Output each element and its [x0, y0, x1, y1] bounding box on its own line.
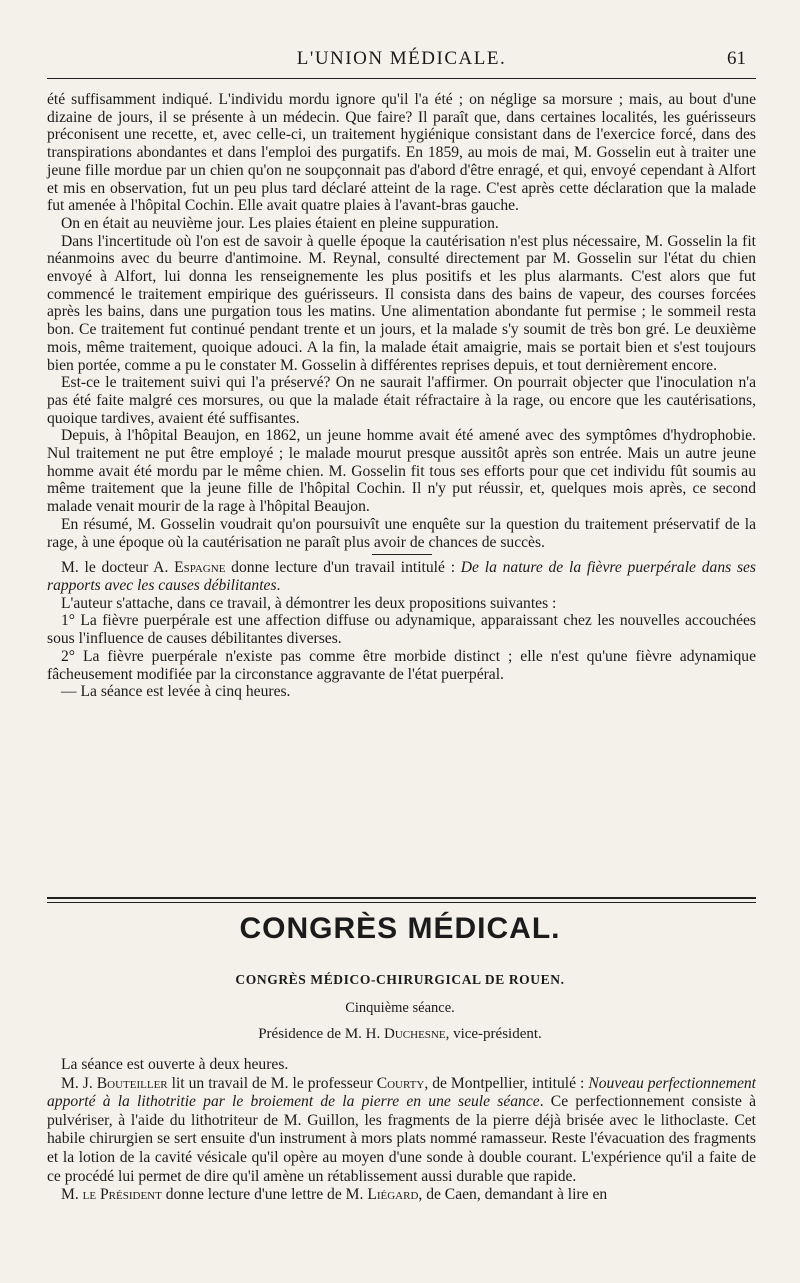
congress-body [47, 1056, 756, 1205]
author-name: Bouteiller [96, 1074, 168, 1092]
text-run: donne lecture d'une lettre de M. [161, 1186, 368, 1204]
running-head [47, 44, 756, 74]
text-run: . Ce perfectionnement consiste à pulvériser, à l'aide du lithotriteur de M. Guillon, les fragments de la pierre déjà brisée avec le lithoclaste. Cet habile chirurgien se sert ensuite d'un instrument à mors plats nommé ramasseur. Reste l'évacuation des fragments et la lotion de la cavité vésicale qu'il opère au moyen d'une sonde à double courant. L'expérience qu'il a faite de ce procédé lui permet de dire qu'il amène un rétablissement aussi durable que rapide. [47, 1093, 756, 1185]
paragraph-president [47, 1186, 756, 1205]
section-title: CONGRÈS MÉDICAL. [239, 912, 561, 945]
paragraph: En résumé, M. Gosselin voudrait qu'on poursuivît une enquête sur la question du traitement préservatif de la rage, à une époque où la cautérisation ne paraît plus avoir de chances de succès. [47, 515, 756, 551]
header-rule [47, 78, 756, 79]
paragraph: été suffisamment indiqué. L'individu mordu ignore qu'il l'a été ; on néglige sa morsure ; mais, au bout d'une dizaine de jours, il se présente à un médecin. Que faire? Il paraît que, dans certaines localités, les guérisseurs préconisent une recette, et, avec celle-ci, un traitement hygiénique consistant dans de l'exercice forcé, dans des transpirations abondantes et dans l'emploi des purgatifs. En 1859, au mois de mai, M. Gosselin eut à traiter une jeune fille mordue par un chien qu'on ne soupçonnait pas d'abord d'être enragé, et qui, envoyé cependant à Alfort et mis en observation, fut un peu plus tard déclaré atteint de la rage. C'est après cette déclaration que la malade fut amenée à l'hôpital Cochin. Elle avait quatre plaies à l'avant-bras gauche. [47, 91, 756, 215]
text-run: . [276, 576, 281, 594]
author-name: Espagne [174, 559, 226, 577]
paragraph: L'auteur s'attache, dans ce travail, à démontrer les deux propositions suivantes : [61, 594, 557, 612]
president-name: Duchesne [384, 1026, 446, 1042]
presidency-line [0, 1026, 800, 1043]
text-run: donne lecture d'un travail intitulé : [225, 559, 461, 577]
paragraph: Est-ce le traitement suivi qui l'a préservé? On ne saurait l'affirmer. On pourrait objecter que l'inoculation n'a pas été faite malgré ces morsures, ou que la malade était réfractaire à la rage, ou encore que les cautérisations, quoique tardives, avaient été suffisantes. [47, 374, 756, 427]
work-title: De la nature de la fièvre puerpérale dans ses rapports avec les causes débilitantes [47, 559, 757, 594]
paragraph: On en était au neuvième jour. Les plaies étaient en pleine suppuration. [61, 214, 499, 232]
paragraph-espagne [47, 559, 756, 594]
president-title: le Président [82, 1186, 162, 1204]
short-divider [372, 554, 432, 555]
text-run: Présidence de M. H. [258, 1026, 385, 1042]
paragraph: — La séance est levée à cinq heures. [61, 683, 291, 701]
text-run: lit un travail de M. le professeur [167, 1074, 377, 1092]
text-run: M. le docteur A. [61, 559, 175, 577]
paragraph: 2° La fièvre puerpérale n'existe pas comme être morbide distinct ; elle n'est qu'une fièvre adynamique fâcheusement modifiée par la circonstance aggravante de l'état puerpéral. [47, 647, 756, 683]
section-divider [47, 897, 756, 903]
paragraph-bouteiller [47, 1075, 756, 1187]
paragraph: Dans l'incertitude où l'on est de savoir à quelle époque la cautérisation n'est plus nécessaire, M. Gosselin la fit néanmoins avec du beurre d'antimoine. M. Reynal, consulté directement par M. Gosselin sur l'état du chien envoyé à Alfort, lui donna les renseignemente les plus positifs et les plus alarmants. C'est alors que fut commencé le traitement empirique des guérisseurs. Il consista dans des bains de vapeur, des courses forcées après les bains, dans une purgation tous les matins. Une alimentation abondante fut permise ; le sommeil resta bon. Ce traitement fut continué pendant trente et un jours, et la malade s'y soumit de très bon gré. Le deuxième mois, même traitement, quoique adouci. A la fin, la malade était amaigrie, mais se portait bien et s'est toujours bien portée, comme a pu le constater M. Gosselin à différentes reprises depuis, et tout dernièrement encore. [47, 232, 756, 374]
work-title: Nouveau perfectionnement apporté à la lithotritie par le broiement de la pierre en une seule séance [47, 1074, 757, 1111]
text-run: , de Montpellier, intitulé : [424, 1074, 589, 1092]
text-run: , vice-président. [445, 1026, 542, 1042]
paragraph: La séance est ouverte à deux heures. [61, 1056, 289, 1073]
article-body [47, 91, 756, 701]
author-name: Courty [376, 1074, 425, 1092]
section-subtitle: CONGRÈS MÉDICO-CHIRURGICAL DE ROUEN. [235, 972, 565, 987]
text-run: , de Caen, demandant à lire en [418, 1186, 608, 1204]
text-run: M. [61, 1186, 83, 1204]
text-run: M. J. [61, 1074, 97, 1092]
running-title: L'UNION MÉDICALE. [296, 48, 507, 69]
page-number: 61 [727, 48, 746, 69]
paragraph: Depuis, à l'hôpital Beaujon, en 1862, un jeune homme avait été amené avec des symptômes d'hydrophobie. Nul traitement ne put être employé ; le malade mourut presque aussitôt après son entrée. Mais un autre jeune homme avait été mordu par le même chien. M. Gosselin fit tous ses efforts pour que cet individu fût soumis au même traitement que la jeune fille de l'hôpital Cochin. Il n'y put réussir, et, quelques mois après, ce second malade venait mourir de la rage à l'hôpital Beaujon. [47, 427, 756, 516]
paragraph: 1° La fièvre puerpérale est une affection diffuse ou adynamique, apparaissant chez les nouvelles accouchées sous l'influence de causes débilitantes diverses. [47, 612, 756, 648]
session-heading: Cinquième séance. [345, 1000, 455, 1016]
author-name: Liégard [367, 1186, 419, 1204]
